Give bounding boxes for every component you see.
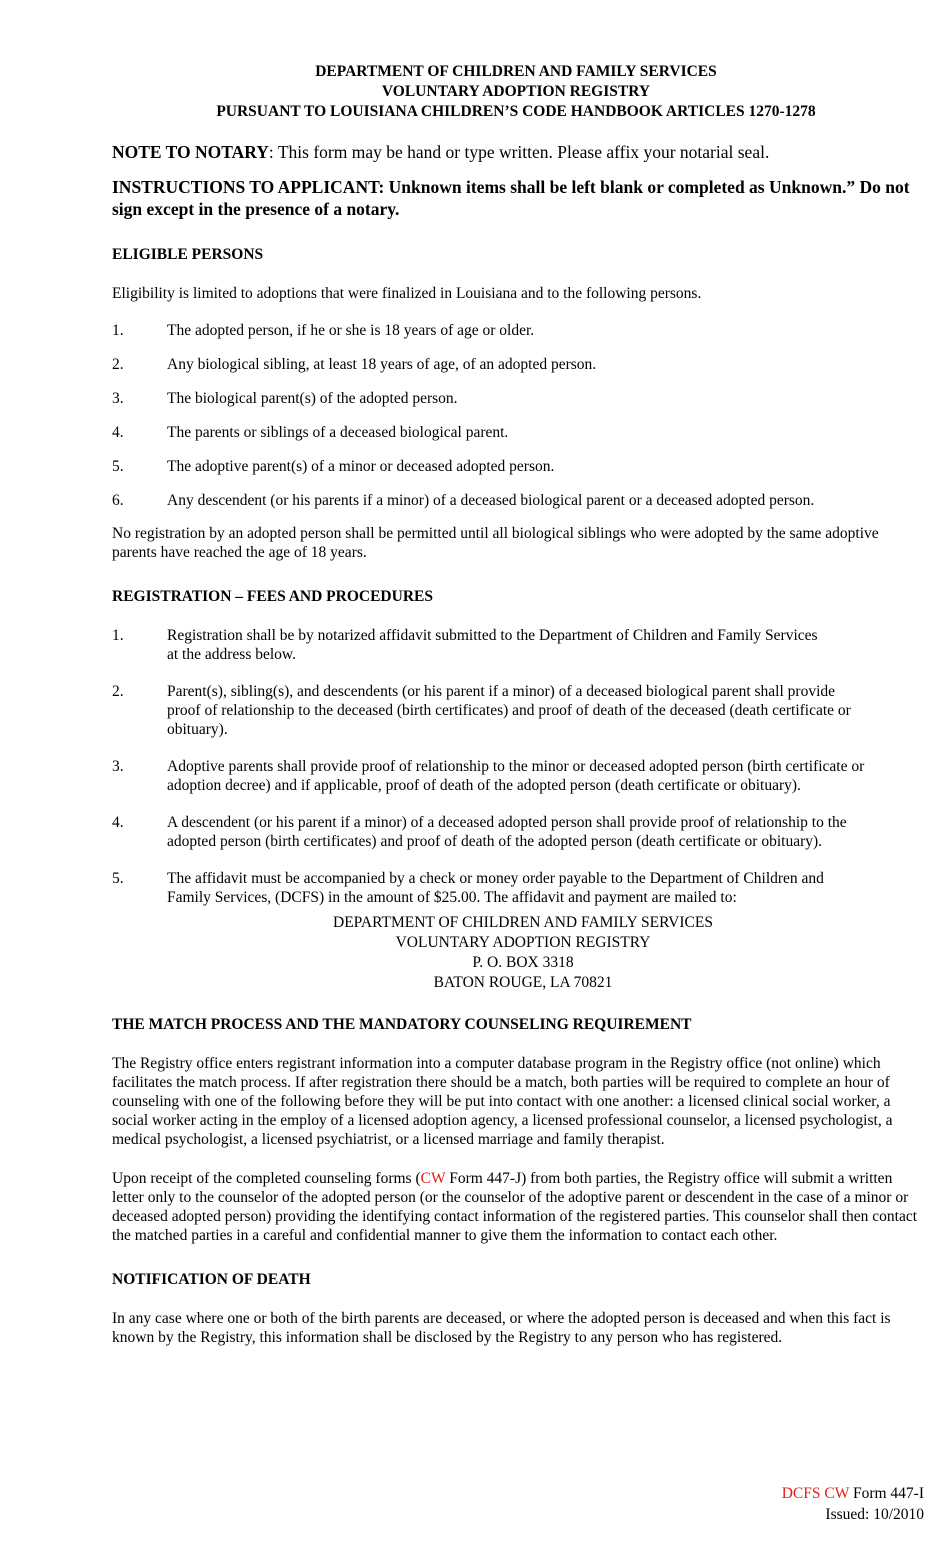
- list-text: A descendent (or his parent if a minor) of a deceased adopted person shall provide proof of relationship to the adopted person (birth certificates) and proof of death of the adopted person (death certificate or obituary).: [167, 814, 847, 850]
- list-item: [112, 626, 924, 664]
- note-to-notary: [112, 141, 924, 163]
- match-paragraph-1: The Registry office enters registrant information into a computer database program in the Registry office (not online) which facilitates the match process. If after registration there should be a match, both parties will be required to complete an hour of counseling with one of the following before they will be put into contact with one another: a licensed clinical social worker, a social worker acting in the employ of a licensed adoption agency, a licensed professional counselor, a licensed psychologist, a medical psychologist, a licensed psychiatrist, or a licensed marriage and family therapist.: [112, 1055, 893, 1148]
- form-footer: [782, 1483, 924, 1525]
- list-number: 3.: [112, 390, 124, 407]
- death-paragraph: In any case where one or both of the birth parents are deceased, or where the adopted person is deceased and when this fact is known by the Registry, this information shall be disclosed by the Registry to any person who has registered.: [112, 1310, 891, 1346]
- list-text: The parents or siblings of a deceased biological parent.: [167, 424, 509, 441]
- form-number: [782, 1483, 924, 1504]
- list-item: [112, 813, 924, 851]
- registration-heading: REGISTRATION – FEES AND PROCEDURES: [112, 588, 433, 605]
- list-text: Adoptive parents shall provide proof of relationship to the minor or deceased adopted person (birth certificate or adoption decree) and if applicable, proof of death of the adopted person (death certificate or obituary).: [167, 758, 865, 794]
- document-header: [108, 62, 924, 122]
- document-page: [112, 62, 924, 1347]
- list-number: 3.: [112, 758, 124, 775]
- note-text: : This form may be hand or type written. Please affix your notarial seal.: [268, 142, 770, 162]
- list-item: [112, 423, 924, 442]
- list-number: 4.: [112, 424, 124, 441]
- eligible-closing: No registration by an adopted person shall be permitted until all biological siblings who were adopted by the same adoptive parents have reached the age of 18 years.: [112, 525, 879, 561]
- list-item: [112, 869, 924, 907]
- address-line-4: BATON ROUGE, LA 70821: [433, 974, 613, 991]
- address-line-1: DEPARTMENT OF CHILDREN AND FAMILY SERVICES: [333, 914, 713, 931]
- eligible-heading: ELIGIBLE PERSONS: [112, 246, 264, 263]
- list-text: The biological parent(s) of the adopted person.: [167, 390, 458, 407]
- list-text: The affidavit must be accompanied by a check or money order payable to the Department of Children and Family Services, (DCFS) in the amount of $25.00. The affidavit and payment are mailed to:: [167, 870, 824, 906]
- list-number: 2.: [112, 683, 124, 700]
- list-number: 4.: [112, 814, 124, 831]
- eligible-intro: Eligibility is limited to adoptions that were finalized in Louisiana and to the following persons.: [112, 285, 702, 302]
- death-heading: NOTIFICATION OF DEATH: [112, 1271, 311, 1288]
- list-number: 5.: [112, 870, 124, 887]
- list-number: 2.: [112, 356, 124, 373]
- list-item: [112, 491, 924, 510]
- list-text: The adoptive parent(s) of a minor or deceased adopted person.: [167, 458, 555, 475]
- list-text: Any descendent (or his parents if a minor) of a deceased biological parent or a deceased adopted person.: [167, 492, 815, 509]
- list-item: [112, 355, 924, 374]
- note-label: NOTE TO NOTARY: [112, 142, 269, 162]
- mailing-address: [122, 913, 924, 993]
- list-text: Parent(s), sibling(s), and descendents (or his parent if a minor) of a deceased biological parent shall provide proof of relationship to the deceased (birth certificates) and proof of death of the deceased (death certificate or obituary).: [167, 683, 851, 738]
- address-line-2: VOLUNTARY ADOPTION REGISTRY: [395, 934, 651, 951]
- cw-label: CW: [420, 1170, 446, 1187]
- list-number: 1.: [112, 627, 124, 644]
- header-line-1: DEPARTMENT OF CHILDREN AND FAMILY SERVICES: [315, 63, 717, 80]
- header-line-3: PURSUANT TO LOUISIANA CHILDREN’S CODE HANDBOOK ARTICLES 1270-1278: [216, 103, 816, 120]
- eligible-list: [112, 321, 924, 510]
- list-number: 5.: [112, 458, 124, 475]
- list-number: 1.: [112, 322, 124, 339]
- list-text: Any biological sibling, at least 18 years of age, of an adopted person.: [167, 356, 597, 373]
- list-number: 6.: [112, 492, 124, 509]
- list-item: [112, 321, 924, 340]
- form-id: Form 447-I: [849, 1485, 924, 1502]
- address-line-3: P. O. BOX 3318: [472, 954, 574, 971]
- list-text: The adopted person, if he or she is 18 years of age or older.: [167, 322, 535, 339]
- list-item: [112, 682, 924, 739]
- match-heading: THE MATCH PROCESS AND THE MANDATORY COUNSELING REQUIREMENT: [112, 1016, 692, 1033]
- list-item: [112, 757, 924, 795]
- registration-list: [112, 626, 924, 907]
- match-paragraph-2: [112, 1169, 924, 1245]
- list-item: [112, 457, 924, 476]
- issued-date: Issued: 10/2010: [825, 1506, 924, 1523]
- list-item: [112, 389, 924, 408]
- instructions-to-applicant: INSTRUCTIONS TO APPLICANT: Unknown items shall be left blank or completed as Unknown.” Do not sign except in the presence of a notary.: [112, 177, 910, 219]
- list-text: Registration shall be by notarized affidavit submitted to the Department of Children and Family Services at the address below.: [167, 627, 818, 663]
- match-para2-after: Form 447-J) from both parties, the Registry office will submit a written letter only to the counselor of the adopted person (or the counselor of the adoptive parent or descendent in the case of a minor or deceased adopted person) providing the identifying contact information of the registered parties. This counselor shall then contact the matched parties in a careful and confidential manner to give them the information to contact each other.: [112, 1170, 918, 1244]
- form-prefix: DCFS CW: [781, 1485, 850, 1502]
- match-para2-before: Upon receipt of the completed counseling forms (: [112, 1170, 421, 1187]
- header-line-2: VOLUNTARY ADOPTION REGISTRY: [381, 83, 651, 100]
